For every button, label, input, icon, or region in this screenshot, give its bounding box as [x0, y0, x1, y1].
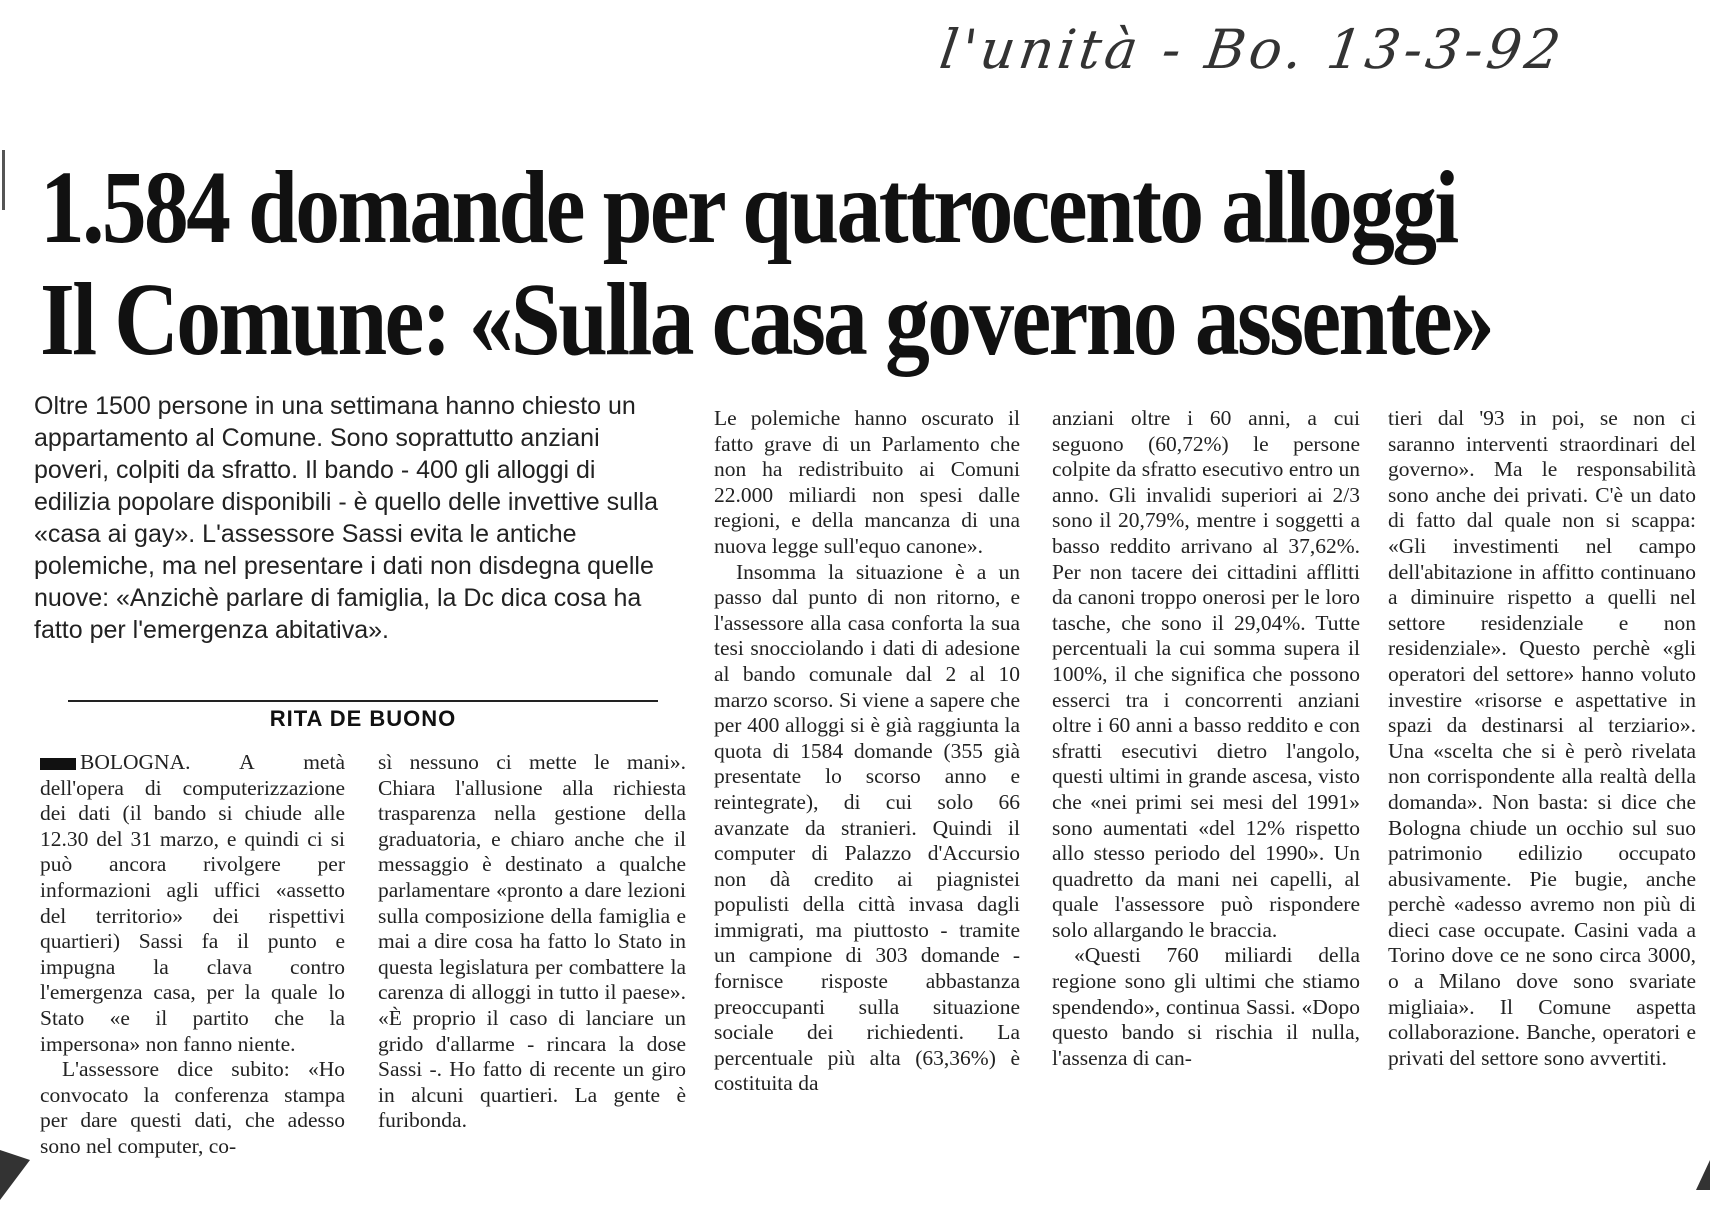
scan-corner-mark-left — [0, 1150, 30, 1200]
article-column-4 — [1052, 406, 1360, 1071]
byline: RITA DE BUONO — [269, 706, 457, 731]
paragraph: Le polemiche hanno oscurato il fatto grave di un Parlamento che non ha redistribuito ai Comuni 22.000 miliardi non spesi dalle regioni, e della mancanza di una nuova legge sull'equo canone». — [714, 406, 1020, 558]
scan-corner-mark-right — [1696, 1160, 1710, 1190]
byline-rule — [68, 700, 658, 702]
paragraph-text: BOLOGNA. A metà dell'opera di computerizzazione dei dati (il bando si chiude alle 12.30 del 31 marzo, e quindi ci si può ancora rivolgere per informazioni agli uffici «assetto del territorio» dei rispettivi quartieri) Sassi fa il punto e impugna la clava contro l'emergenza casa, per la quale lo Stato «e il partito che la impersona» non fanno niente. — [40, 750, 345, 1056]
dateline-marker — [40, 758, 76, 770]
article-column-2 — [378, 750, 686, 1134]
article-column-1 — [40, 750, 345, 1160]
headline-line-2: Il Comune: «Sulla casa governo assente» — [40, 262, 1493, 377]
paragraph: sì nessuno ci mette le mani». Chiara l'allusione alla richiesta trasparenza nella gestione della graduatoria, e chiaro anche che il messaggio è destinato a qualche parlamentare «pronto a dare lezioni sulla composizione della famiglia e mai a dire cosa ha fatto lo Stato in questa legislatura per combattere la carenza di alloggi in tutto il paese». «È proprio il caso di lanciare un grido d'allarme - rincara la dose Sassi -. Ho fatto di recente un giro in alcuni quartieri. La gente è furibonda. — [378, 750, 686, 1133]
article-column-5 — [1388, 406, 1696, 1071]
paragraph — [40, 750, 345, 1057]
paragraph: «Questi 760 miliardi della regione sono gli ultimi che stiamo spendendo», continua Sassi. «Dopo questo bando si rischia il nulla, l'assenza di can- — [1052, 943, 1360, 1070]
paragraph: tieri dal '93 in poi, se non ci saranno interventi straordinari del governo». Ma le responsabilità sono anche dei privati. C'è un dato di fatto dal quale non si scappa: «Gli investimenti nel campo dell'abitazione in affitto continuano a diminuire rispetto a quelli nel settore residenziale e non residenziale». Questo perchè «gli operatori del settore» hanno voluto investire «risorse e aspettative in spazi da destinarsi al terziario». Una «scelta che si è però rivelata non corrispondente alla realtà della domanda». Non basta: si dice che Bologna chiude un occhio sul suo patrimonio edilizio occupato abusivamente. Pie bugie, anche perchè «adesso avremo non più di dieci case occupate. Casini vada a Torino dove ce ne sono circa 3000, o a Milano dove sono svariate migliaia». Il Comune aspetta collaborazione. Banche, operatori e privati del settore sono avvertiti. — [1388, 406, 1696, 1070]
article-column-3 — [714, 406, 1020, 1097]
paragraph: L'assessore dice subito: «Ho convocato la conferenza stampa per dare questi dati, che adesso sono nel computer, co- — [40, 1057, 345, 1158]
headline-line-1: 1.584 domande per quattrocento alloggi — [40, 150, 1457, 265]
scan-edge-mark — [2, 150, 5, 210]
handwritten-source-note: l'unità - Bo. 13-3-92 — [936, 18, 1569, 81]
paragraph: Insomma la situazione è a un passo dal punto di non ritorno, e l'assessore alla casa conforta la sua tesi snocciolando i dati di adesione al bando comunale dal 2 al 10 marzo scorso. Si viene a sapere che per 400 alloggi si è già raggiunta la quota di 1584 domande (355 già presentate lo scorso anno e reintegrate), di cui solo 66 avanzate da stranieri. Quindi il computer di Palazzo d'Accursio non dà credito ai piagnistei populisti della città invasa dagli immigrati, ma piuttosto - tramite un campione di 303 domande - fornisce risposte abbastanza preoccupanti sulla situazione sociale dei richiedenti. La percentuale più alta (63,36%) è costituita da — [714, 559, 1020, 1096]
lead-paragraph: Oltre 1500 persone in una settimana hanno chiesto un appartamento al Comune. Sono soprattutto anziani poveri, colpiti da sfratto. Il bando - 400 gli alloggi di edilizia popolare disponibili - è quello delle invettive sulla «casa ai gay». L'assessore Sassi evita le antiche polemiche, ma nel presentare i dati non disdegna quelle nuove: «Anzichè parlare di famiglia, la Dc dica cosa ha fatto per l'emergenza abitativa». — [34, 392, 658, 644]
paragraph: anziani oltre i 60 anni, a cui seguono (60,72%) le persone colpite da sfratto esecutivo entro un anno. Gli invalidi superiori ai 2/3 sono il 20,79%, mentre i soggetti a basso reddito arrivano al 37,62%. Per non tacere dei cittadini afflitti da canoni troppo onerosi per le loro tasche, che sono il 29,04%. Tutte percentuali la cui somma supera il 100%, il che significa che possono esserci tra i concorrenti anziani oltre i 60 anni a basso reddito e con sfratti esecutivi dietro l'angolo, questi ultimi in grande ascesa, visto che «nei primi sei mesi del 1991» sono aumentati «del 12% rispetto allo stesso periodo del 1990». Un quadretto da mani nei capelli, al quale l'assessore può rispondere solo allargando le braccia. — [1052, 406, 1360, 942]
